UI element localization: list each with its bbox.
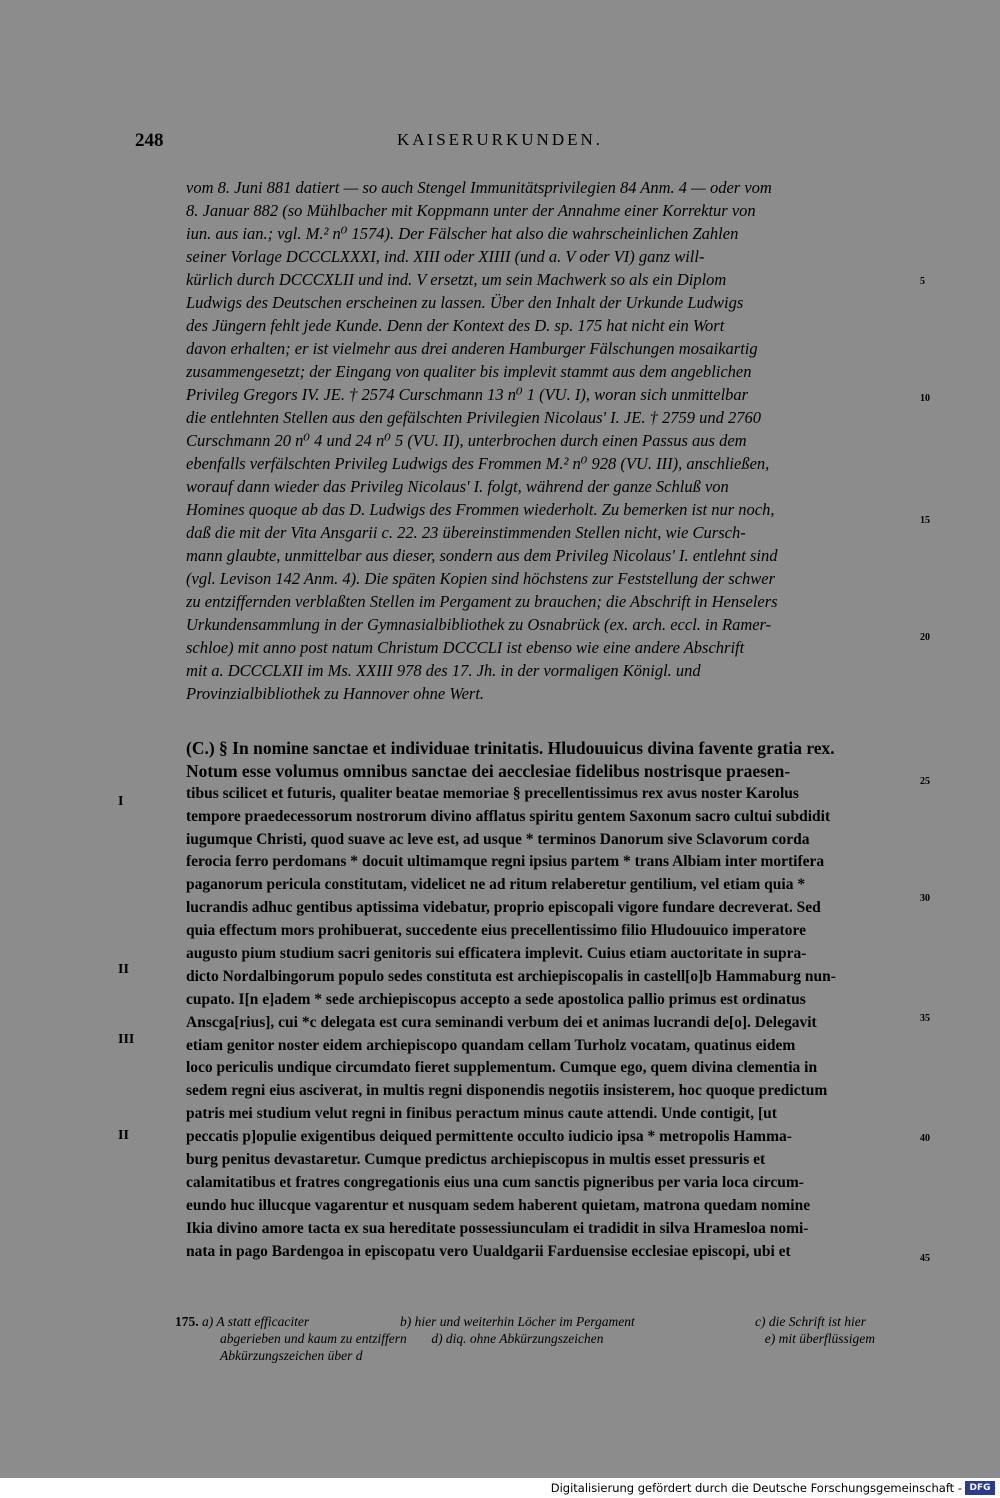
footnote-a: a) A statt efficaciter xyxy=(202,1314,310,1329)
charter-line: Anscga[rius], cui *c delegata est cura seminandi verbum dei et animas lucrandi de[o]. Delegavit xyxy=(186,1013,817,1031)
source-page-ref: II xyxy=(118,962,129,977)
source-page-ref: I xyxy=(118,794,124,809)
charter-line: etiam genitor noster eidem archiepiscopo quandam cellam Turholz vocatam, quatinus eidem xyxy=(186,1036,796,1054)
footnote-e: e) mit überflüssigem xyxy=(764,1331,875,1346)
charter-line: cupato. I[n e]adem * sede archiepiscopus accepto a sede apostolica pallio primus est ordinatus xyxy=(186,990,806,1008)
footnote-line xyxy=(175,1313,915,1330)
page-header xyxy=(0,130,1000,160)
charter-line: eundo huc illucque vagarentur et nusquam sedem haberent quietam, matrona quedam nomine xyxy=(186,1196,811,1214)
commentary-line: worauf dann wieder das Privileg Nicolaus' I. folgt, während der ganze Schluß von xyxy=(186,477,729,496)
source-page-ref: II xyxy=(118,1128,129,1143)
charter-line: augusto pium studium sacri genitoris sui efficatera implevit. Cuius etiam auctoritate in supra- xyxy=(186,945,807,963)
commentary-line: mann glaubte, unmittelbar aus dieser, sondern aus dem Privileg Nicolaus' I. entlehnt sind xyxy=(186,546,778,565)
commentary-line: Privileg Gregors IV. JE. † 2574 Curschmann 13 n⁰ 1 (VU. I), woran sich unmittelbar xyxy=(186,385,749,404)
footnote-c-continued: abgerieben und kaum zu entziffern xyxy=(220,1331,407,1346)
charter-line: dicto Nordalbingorum populo sedes constituta est archiepiscopalis in castell[o]b Hammaburg nun- xyxy=(186,967,836,985)
line-number: 20 xyxy=(920,632,930,643)
charter-line: Ikia divino amore tacta ex sua hereditate possessiunculam ei tradidit in silva Hramesloa nomi- xyxy=(186,1219,809,1237)
charter-line: patris mei studium velut regni in finibus peractum minus caute attendi. Unde contigit, [ut xyxy=(186,1105,777,1123)
line-number: 40 xyxy=(920,1133,930,1144)
charter-line: (C.) § In nomine sanctae et individuae trinitatis. Hludouuicus divina favente gratia rex. xyxy=(186,738,835,758)
commentary-line: seiner Vorlage DCCCLXXXI, ind. XIII oder XIIII (und a. V oder VI) ganz will- xyxy=(186,247,705,266)
line-number: 5 xyxy=(920,276,925,287)
charter-text xyxy=(186,737,906,1263)
footnote-e-continued: Abkürzungszeichen über d xyxy=(220,1348,363,1363)
commentary-text xyxy=(186,176,906,705)
line-number: 35 xyxy=(920,1013,930,1024)
footnote-b: b) hier und weiterhin Löcher im Pergament xyxy=(400,1314,635,1329)
commentary-line: des Jüngern fehlt jede Kunde. Denn der Kontext des D. sp. 175 hat nicht ein Wort xyxy=(186,316,725,335)
footnote-a-cell xyxy=(175,1313,400,1330)
charter-line: Notum esse volumus omnibus sanctae dei aecclesiae fidelibus nostrisque praesen- xyxy=(186,760,791,781)
commentary-line: schloe) mit anno post natum Christum DCCCLI ist ebenso wie eine andere Abschrift xyxy=(186,638,745,657)
commentary-line: die entlehnten Stellen aus den gefälschten Privilegien Nicolaus' I. JE. † 2759 und 2760 xyxy=(186,408,761,427)
line-number: 25 xyxy=(920,776,930,787)
commentary-line: vom 8. Juni 881 datiert — so auch Stengel Immunitätsprivilegien 84 Anm. 4 — oder vom xyxy=(186,178,772,197)
charter-line: quia effectum mors prohibuerat, succedente eius precellentissimo filio Hludouuico imperatore xyxy=(186,922,806,940)
footer-bar xyxy=(0,1478,1000,1498)
footnote-d: d) diq. ohne Abkürzungszeichen xyxy=(431,1331,604,1346)
footer-credit: Digitalisierung gefördert durch die Deutsche Forschungsgemeinschaft - xyxy=(550,1481,962,1495)
commentary-line: Ludwigs des Deutschen erscheinen zu lassen. Über den Inhalt der Urkunde Ludwigs xyxy=(186,293,744,312)
commentary-line: mit a. DCCCLXII im Ms. XXIII 978 des 17. Jh. in der vormaligen Königl. und xyxy=(186,661,701,680)
charter-line: tibus scilicet et futuris, qualiter beatae memoriae § precellentissimus rex avus noster Karolus xyxy=(186,784,799,802)
dfg-logo-icon: DFG xyxy=(965,1481,995,1495)
commentary-line: Homines quoque ab das D. Ludwigs des Frommen wiederholt. Zu bemerken ist nur noch, xyxy=(186,500,775,519)
footnote-line xyxy=(175,1330,915,1347)
commentary-line: Provinzialbibliothek zu Hannover ohne Wert. xyxy=(186,684,485,703)
page-number: 248 xyxy=(135,130,164,151)
commentary-line: Urkundensammlung in der Gymnasialbibliothek zu Osnabrück (ex. arch. eccl. in Ramer- xyxy=(186,615,772,634)
source-page-ref: III xyxy=(118,1032,135,1047)
line-number: 15 xyxy=(920,515,930,526)
commentary-line: 8. Januar 882 (so Mühlbacher mit Koppmann unter der Annahme einer Korrektur von xyxy=(186,201,756,220)
commentary-line: zusammengesetzt; der Eingang von qualiter bis implevit stammt aus dem angeblichen xyxy=(186,362,752,381)
running-title: KAISERURKUNDEN. xyxy=(396,130,604,149)
charter-line: tempore praedecessorum nostrorum divino afflatus spiritu gentem Saxonum sacro cultui subdidit xyxy=(186,807,831,825)
commentary-line: (vgl. Levison 142 Anm. 4). Die späten Kopien sind höchstens zur Feststellung der schwer xyxy=(186,569,776,588)
charter-line: ferocia ferro perdomans * docuit ultimamque regni ipsius partem * trans Albiam inter mortifera xyxy=(186,853,825,871)
charter-line: iugumque Christi, quod suave ac leve est, ad usque * terminos Danorum sive Sclavorum corda xyxy=(186,830,810,848)
commentary-line: daß die mit der Vita Ansgarii c. 22. 23 übereinstimmenden Stellen nicht, wie Cursch- xyxy=(186,523,746,542)
commentary-line: Curschmann 20 n⁰ 4 und 24 n⁰ 5 (VU. II), unterbrochen durch einen Passus aus dem xyxy=(186,431,747,450)
charter-line: nata in pago Bardengoa in episcopatu vero Uualdgarii Farduensise ecclesiae episcopi, ubi et xyxy=(186,1242,791,1260)
charter-line: paganorum pericula constitutam, videlicet ne ad ritum relaberetur gentilium, vel etiam quia * xyxy=(186,876,806,894)
footnote-c: c) die Schrift ist hier xyxy=(755,1314,866,1329)
commentary-line: davon erhalten; er ist vielmehr aus drei anderen Hamburger Fälschungen mosaikartig xyxy=(186,339,758,358)
line-number: 45 xyxy=(920,1253,930,1264)
footnotes xyxy=(175,1313,915,1364)
footnote-number: 175. xyxy=(175,1314,199,1329)
commentary-line: ebenfalls verfälschten Privileg Ludwigs des Frommen M.² n⁰ 928 (VU. III), anschließen, xyxy=(186,454,770,473)
charter-line: peccatis p]opulie exigentibus deiqued permittente occulto iudicio ipsa * metropolis Hamma- xyxy=(186,1128,792,1146)
charter-line: sedem regni eius asciverat, in multis regni disponendis negotiis insisterem, hoc quoque predictum xyxy=(186,1082,828,1100)
charter-line: loco periculis undique circumdato fieret supplementum. Cumque ego, quem divina clementia in xyxy=(186,1059,818,1077)
commentary-line: kürlich durch DCCCXLII und ind. V ersetzt, um sein Machwerk so als ein Diplom xyxy=(186,270,727,289)
commentary-line: iun. aus ian.; vgl. M.² n⁰ 1574). Der Fälscher hat also die wahrscheinlichen Zahlen xyxy=(186,224,739,243)
charter-line: lucrandis adhuc gentibus aptissima videbatur, proprio episcopali vigore fundare decreverat. Sed xyxy=(186,899,821,917)
commentary-line: zu entziffernden verblaßten Stellen im Pergament zu brauchen; die Abschrift in Henselers xyxy=(186,592,778,611)
line-number: 30 xyxy=(920,893,930,904)
charter-line: calamitatibus et fratres congregationis eius una cum sanctis pigneribus per varia loca circum- xyxy=(186,1173,804,1191)
charter-line: burg penitus devastaretur. Cumque predictus archiepiscopus in multis esset pressuris et xyxy=(186,1151,766,1169)
line-number: 10 xyxy=(920,393,930,404)
